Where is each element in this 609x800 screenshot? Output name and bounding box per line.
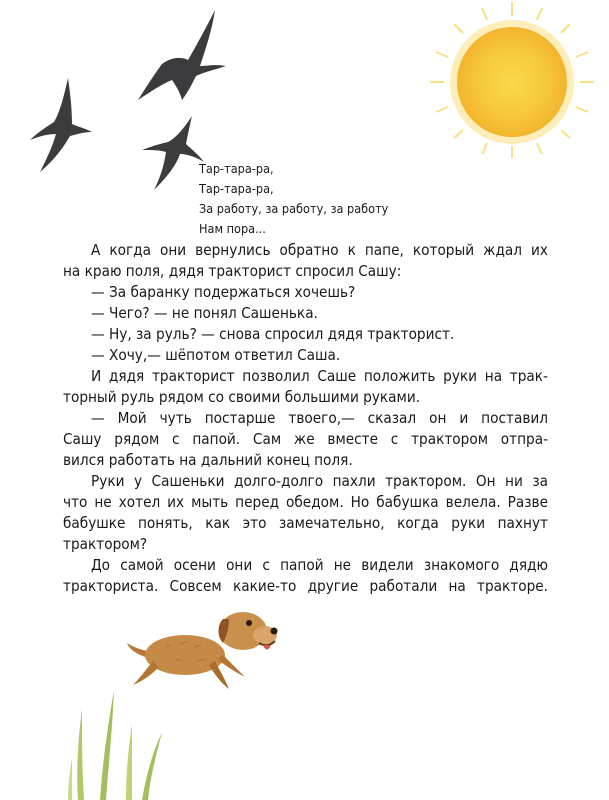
poem-line: За работу, за работу, за работу [199,201,389,216]
poem-line: Нам пора... [199,221,266,236]
text-line: Сашу рядом с папой. Сам же вместе с трактором отпра- [63,430,548,448]
text-line: что не хотел их мыть перед обедом. Но бабушка велела. Разве [63,493,548,511]
text-line: — Чего? — не понял Сашенька. [91,304,318,322]
text-line: — За баранку подержаться хочешь? [91,283,356,301]
text-line: — Хочу,— шёпотом ответил Саша. [91,346,341,364]
text-line: на краю поля, дядя тракторист спросил Сашу: [63,262,402,280]
text-line: До самой осени они с папой не видели знакомого дядю [91,556,548,574]
text-line: трактором? [63,535,148,553]
text-line: А когда они вернулись обратно к папе, который ждал их [91,241,548,259]
sun-illustration [420,0,609,160]
bird-small [142,116,204,190]
text-line: вился работать на дальний конец поля. [63,451,353,469]
text-line: Руки у Сашеньки долго-долго пахли трактором. Он ни за [91,472,548,490]
text-line: бабушке понять, как это замечательно, когда руки пахнут [63,514,548,532]
text-line: — Ну, за руль? — снова спросил дядя тракторист. [91,325,455,343]
story-text [63,240,548,597]
poem [199,159,459,239]
poem-line: Тар-тара-ра, [199,161,274,176]
text-line: тракториста. Совсем какие-то другие работали на тракторе. [63,577,548,595]
grass-blades-illustration [60,680,180,800]
bird-left [30,78,92,172]
text-line: — Мой чуть постарше твоего,— сказал он и поставил [91,409,548,427]
bird-large [138,10,226,100]
text-line: торный руль рядом со своими большими руками. [63,388,421,406]
text-line: И дядя тракторист позволил Саше положить руки на трак- [91,367,548,385]
poem-line: Тар-тара-ра, [199,181,274,196]
